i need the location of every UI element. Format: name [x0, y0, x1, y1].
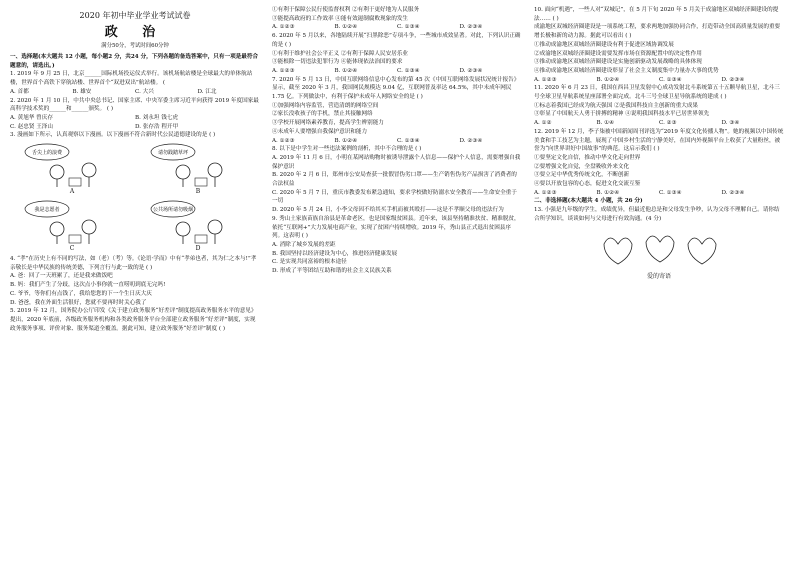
question-text: 1. 2019 年 9 月 25 日，北京______国际机场投运仪式举行。该机场航站楼是全球最大的单体航站楼，世界首个高铁下穿航站楼、世界首个“双进双出”航站楼。 ( [10, 71, 253, 87]
option-row [534, 119, 784, 128]
question-text: ①标志着我国已经成为航天强国 ②是我国科技自主创新的重大成果 [534, 102, 698, 109]
question-text: 13. 小强是九年级的学生，成绩优异，但最近他总是和父母发生争吵，认为父母不理解自己。请你结合所学知识，谈谈如何与父母进行有效沟通。(4 分) [534, 207, 780, 222]
question-text: 3. 漫画如下所示，认真观察以下漫画。以下漫画不符合新时代公民道德建设的是 ( ) [10, 132, 216, 139]
option-item: A. ①②③ [272, 137, 295, 144]
question-text: ①有利于保障公民行使监督权利 ②有利于更好地为人民服务 [272, 7, 420, 13]
question-text: ①要坚定文化自信，推动中华文化走向世界 [534, 154, 641, 161]
question-text: 2. 2020 年 1 月 10 日，中共中央总书记、国家主席、中央军委主席习近平向获得 2019 年度国家最高科学技术奖的______和______颁奖。 ( ) [10, 97, 259, 113]
caption-text: 爱的寄语 [646, 273, 671, 281]
option-row [10, 88, 260, 97]
option-item: B. ①②④ [596, 76, 620, 83]
question-text: ②成渝地区双城经济圈建设需要发挥市场在资源配置中的决定性作用 [534, 50, 702, 57]
question-text: ①加强网络内容监管，营造清朗的网络空间 [272, 102, 379, 109]
cartoon-panel [14, 199, 130, 253]
option-item: B. ①②④ [596, 189, 620, 196]
question-text: 4. “孝”在历史上有不同的写法，如（老）（考）等。《论语·学而》中有“孝弟也者，其为仁之本与!”孝亲敬长是中华民族的传统美德，下列言行与此一致的是 ( ) [10, 256, 257, 271]
option-row [272, 67, 522, 76]
cartoon-panel [140, 142, 256, 196]
cartoon-panel [140, 199, 256, 253]
option-item: C. ①③④ [397, 67, 420, 74]
cartoon-drawing [17, 199, 127, 245]
speech-bubble-text: 我是志愿者 [34, 207, 60, 214]
option-item: C. ①③④ [397, 24, 420, 31]
option-row [534, 76, 784, 85]
option-item: D. ②③④ [459, 24, 483, 31]
option-item: D. ②③④ [721, 76, 745, 83]
exam-meta: 满分50分，考试时间60分钟 [101, 43, 169, 49]
question-text: ③能提高政府的工作效率 ④能有效遏制腐败现象的发生 [272, 15, 409, 22]
option-item: D. ②③④ [459, 137, 483, 144]
speech-bubble-text: 请勿践踏草坪 [157, 150, 189, 157]
option-item: C. ①③④ [659, 76, 682, 83]
option-item: B. ①②④ [334, 137, 358, 144]
option-item: C. ①③④ [397, 137, 420, 144]
option-item: A. 首都 [10, 88, 29, 95]
cartoon-letter: A [69, 188, 75, 196]
question-text: 7. 2020 年 5 月 13 日，中国互联网络信息中心发布的第 45 次《中国互联网络发展状况统计报告》显示，截至 2020 年 3 月，我国网民规模达 9.04 亿，互联网普及率达 64.5%，其中未成年网民 1.75 亿。下列做法中，有利于保护未成年人网络安全的是 ( ) [272, 76, 520, 101]
question-text: ②要增强文化自觉，全盘吸收外来文化 [534, 163, 630, 170]
option-item: A. ①②③ [272, 67, 295, 74]
question-list-3 [534, 6, 784, 224]
cartoon-drawing [143, 142, 253, 188]
question-text: ③学校开展网络素养教育，提高学生辨别能力 [272, 120, 384, 127]
option-row [272, 137, 522, 146]
question-text: 5. 2019 年 12 月，国务院办公厅印发《关于建立政务服务“好差评”制度提高政务服务水平的意见》提出，2020 年底前，各级政务服务机构和各类政务服务平台全部建立政务服务“好差评”制度，实现政务服务事项、评价对象、服务渠道全覆盖。据此可知，建立政务服务“好差评”制度 ( ) [10, 308, 257, 332]
option-row [272, 23, 522, 32]
option-item: A. ①②③ [534, 189, 557, 196]
cartoon-letter: C [69, 245, 75, 253]
question-text: B. 我国坚持以经济建设为中心，推进经济健康发展 [272, 250, 398, 257]
option-row [10, 123, 260, 132]
option-item: B. ①②④ [334, 24, 358, 31]
question-text: ③要立足中华优秀传统文化，不断创新 [534, 172, 630, 179]
question-text: ④推动成渝地区双城经济圈建设彰显了社会主义制度集中力量办大事的优势 [534, 67, 719, 74]
cartoon-letter: D [195, 245, 201, 253]
option-item: B. 雄安 [72, 88, 92, 95]
question-text: ②家长没收孩子的手机，禁止其接触网络 [272, 111, 373, 118]
question-text: B. 2020 年 2 月 6 日，郑州市公安局查获一批假冒伪劣口罩——生产销售伪劣产品损害了消费者的合法权益 [272, 172, 517, 188]
cartoon-panel [14, 142, 130, 196]
option-row [534, 189, 784, 198]
question-text: ①推动成渝地区双城经济圈建设有利于促进区域协调发展 [534, 41, 674, 48]
option-item: C. 大兴 [135, 88, 154, 95]
option-item: D. ②③④ [721, 189, 745, 196]
question-text: ④未成年人要增强自我保护意识和能力 [272, 128, 368, 135]
question-text: D. 爸爸，我在外面生活很好，您就不要再时时关心我了 [10, 299, 147, 306]
question-list-1 [10, 53, 260, 140]
cartoon-drawing [143, 199, 253, 245]
option-item: A. ①②③ [534, 76, 557, 83]
option-row [10, 114, 260, 123]
question-text: 9. 秀山土家族苗族自治县是革命老区，也是国家级贫困县。近年来，该县坚持精准扶贫、精准脱贫，依托“互联网+”大力发展电商产业，实现了贫困户持续增收。2019 年，秀山县正式退出贫困县序列。这表明 ( ) [272, 215, 520, 240]
option-item: A. ①② [534, 120, 552, 127]
question-text: D. 2020 年 5 月 24 日，小李父母因不给其买手机而被其殴打——这是不孝顺父母的违法行为 [272, 207, 504, 214]
question-text: ③能根除一切违法犯罪行为 ④能体现依法治国的要求 [272, 59, 403, 66]
option-item: D. ②③④ [459, 67, 483, 74]
column-3 [534, 6, 784, 561]
column-1 [10, 6, 260, 561]
question-text: C. 2020 年 5 月 7 日，重庆市教委发布紧急通知，要求学校做好防溺水安全教育——生命安全重于一切 [272, 189, 517, 205]
question-text: ①有利于维护社会公平正义 ②有利于保障人民安居乐业 [272, 50, 409, 57]
option-item: B. ①②④ [334, 67, 358, 74]
option-item: B. 刘永坦 钱七虎 [135, 114, 179, 121]
exam-title: 2020 年初中毕业学业考试试卷 [79, 11, 191, 20]
option-item: C. ②③ [659, 120, 677, 127]
question-text: B. 妈：我们产生了分歧，这次点小事你就一直唠叨到底无完吗! [10, 282, 166, 289]
question-text: ③彰显了中国航天人勇于拼搏的精神 ④说明我国科技水平已居世界领先 [534, 111, 710, 118]
cartoon-caption [534, 226, 784, 282]
option-item: A. 黄旭华 曾庆存 [10, 114, 53, 121]
heart-illustration [584, 226, 734, 270]
question-text: 11. 2020 年 6 月 23 日，我国在西昌卫星发射中心成功发射北斗系统第五十五颗导航卫星，北斗三号全球卫星导航系统星座部署全面完成。北斗三号全球卫星导航系统的建成 ( ) [534, 85, 780, 101]
column-2 [272, 6, 522, 561]
question-text: A. 消除了城乡发展的差距 [272, 241, 336, 248]
question-text: A. 爸：回了一天班累了，还是我来做饭吧 [10, 273, 113, 280]
speech-bubble-text: 公共场所请勿吸烟 [152, 207, 194, 214]
question-text: 8. 以下是中学生对一些违法案例的剖析，其中不合理的是 ( ) [272, 146, 422, 153]
section-heading: 二、非选择题(本大题共 4 小题，共 26 分) [534, 198, 643, 205]
option-item: D. 张存浩 程开甲 [135, 123, 179, 130]
question-text: C. 爷爷，等你们有点钱了，我给您您的下一个生日庆大庆 [10, 290, 152, 297]
cartoon-letter: B [195, 188, 201, 196]
cartoon-grid [14, 142, 256, 253]
question-text: C. 是实现共同富裕的根本途径 [272, 259, 347, 266]
question-list-1b [10, 255, 260, 333]
question-text: ④要以开放包容的心态，促进文化交流互鉴 [534, 181, 641, 188]
question-text: 成渝地区双城经济圈建设是一项系统工程，要求两地加强协同合作，打造带动全国高质量发展的重要增长极和新的动力源。据此可以看出 ( ) [534, 24, 781, 40]
question-text: 6. 2020 年 5 月以来，各地陆续开展“扫黑除恶”专项斗争，一些城市成效显著。对此，下列认识正确的是 ( ) [272, 33, 521, 48]
subject-title: 政 治 [104, 25, 166, 40]
cartoon-drawing [17, 142, 127, 188]
question-text: 12. 2019 年 12 月，李子柒被中国新闻周刊评选为“2019 年度文化传播人物”。她的视频以中国传统美食和手工技艺为主题，展现了中国乡村生活的宁静美好，在国内外视频平台上收获了大量粉丝，被誉为“向世界讲好中国故事”的典范。这启示我们 ( ) [534, 128, 784, 153]
option-item: C. 赵忠贤 王泽山 [10, 123, 53, 130]
question-text: ③推动成渝地区双城经济圈建设是实施创新驱动发展战略的具体体现 [534, 59, 702, 66]
option-item: B. ①④ [596, 120, 615, 127]
option-item: D. ③④ [721, 120, 740, 127]
question-text: A. 2019 年 11 月 6 日，小明在某网站购物时被诱导泄露个人信息——保护个人信息，需要增强自我保护意识 [272, 154, 521, 170]
option-item: C. ①③④ [659, 189, 682, 196]
speech-bubble-text: 舌尖上的浪费 [31, 150, 63, 157]
question-text: D. 形成了平等团结互助和谐的社会主义民族关系 [272, 268, 392, 275]
question-list-2 [272, 6, 522, 276]
option-item: A. ①②③ [272, 24, 295, 31]
question-text: 10. 面向“机遇”，一些人对“双城记”，在 5 月下旬 2020 年 5 月关于成渝地区双城经济圈建设的提法…… ( ) [534, 7, 779, 22]
section-heading: 一、选择题(本大题共 12 小题，每小题2 分，共24 分，下列各题的备选答案中，只有一项是最符合题意的，请选出。) [10, 54, 259, 69]
option-item: D. 江北 [197, 88, 217, 95]
